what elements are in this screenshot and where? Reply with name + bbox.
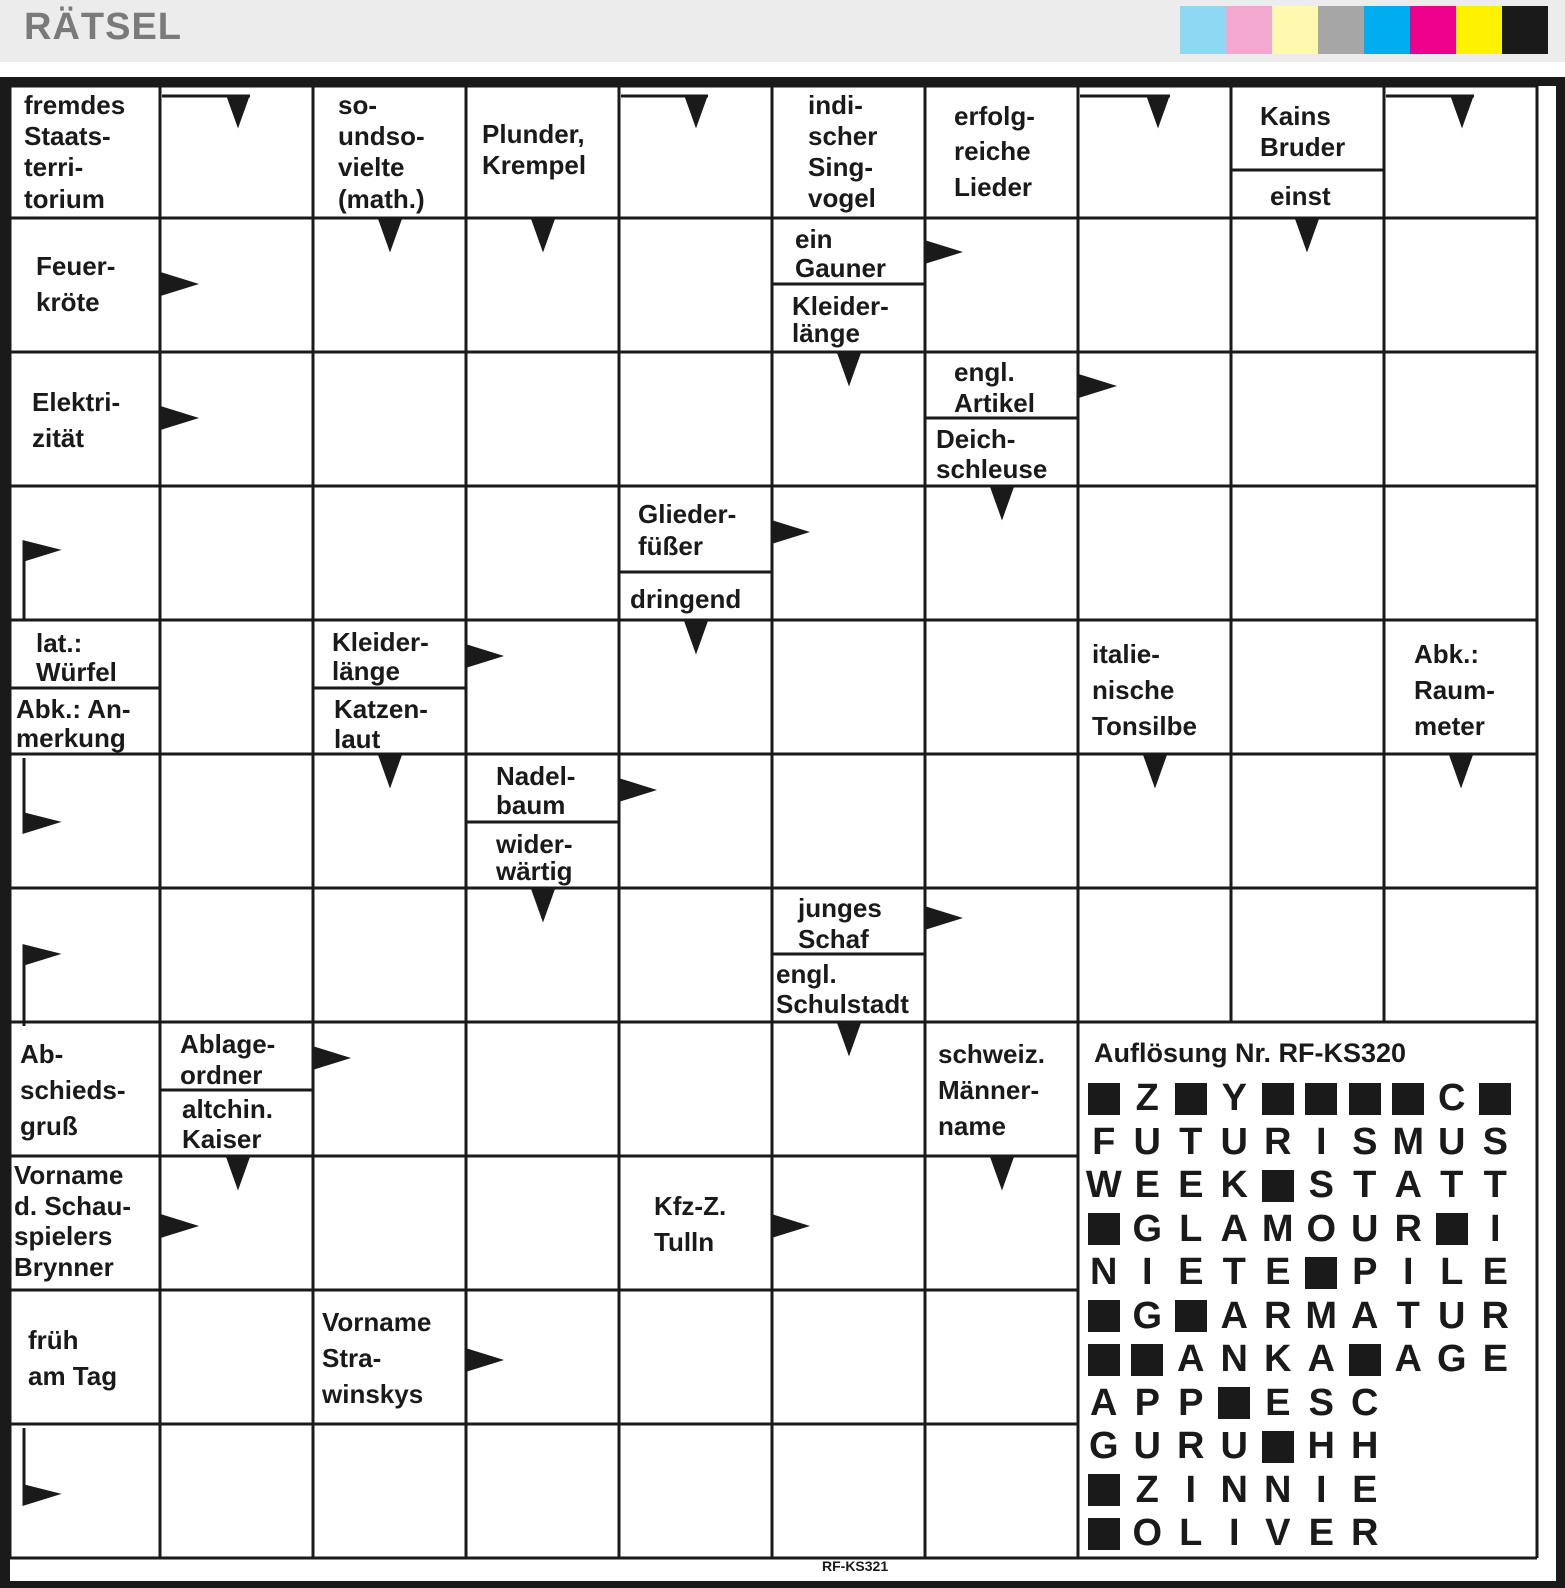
solution-letter: A [1220,1207,1248,1250]
solution-letter: E [1482,1251,1508,1294]
solution-panel [1082,1026,1532,1566]
solution-letter: M [1261,1207,1294,1250]
solution-letter: W [1085,1164,1122,1207]
solution-block [1343,1077,1387,1121]
clue-kains-bruder: Kains Bruder [1260,100,1346,162]
color-calibration-bar [1180,6,1548,54]
solution-letter: I [1141,1251,1153,1294]
solution-block [1300,1077,1344,1121]
solution-block [1082,1295,1126,1339]
color-swatch [1456,6,1502,54]
solution-block [1082,1077,1126,1121]
arrow-down-icon [839,354,859,382]
arrow-down-icon [1145,756,1165,784]
solution-letter: A [1307,1338,1335,1381]
arrow-down-icon [380,220,400,248]
solution-row [1082,1077,1532,1121]
solution-letter: T [1440,1164,1464,1207]
color-swatch [1364,6,1410,54]
clue-einst: einst [1270,181,1331,212]
solution-letter: U [1133,1425,1161,1468]
arrow-corner-down-icon [1386,96,1474,124]
solution-letter: E [1178,1164,1204,1207]
clue-schweiz-maennername: schweiz. Männer- name [938,1039,1045,1141]
solution-letter: T [1353,1164,1377,1207]
solution-letter: A [1220,1294,1248,1337]
arrow-corner-down-icon [621,96,708,124]
arrow-down-icon [1451,756,1471,784]
solution-letter: C [1351,1381,1379,1424]
solution-block [1430,1208,1474,1252]
solution-letter: A [1177,1338,1205,1381]
color-swatch [1226,6,1272,54]
arrow-right-icon [162,274,194,294]
solution-row [1082,1251,1532,1295]
clue-altchin-kaiser: altchin. Kaiser [182,1094,274,1154]
clue-kleiderlaenge-2: Kleider- länge [332,627,429,686]
arrow-right-icon [773,1216,805,1236]
solution-letter: A [1090,1381,1118,1424]
solution-letter: T [1483,1164,1507,1207]
arrow-down-icon [992,1158,1012,1186]
arrow-right-icon [162,1216,194,1236]
solution-letter: S [1352,1120,1378,1163]
solution-letter: G [1088,1425,1119,1468]
solution-letter: A [1394,1164,1422,1207]
solution-row [1082,1512,1532,1556]
solution-block [1387,1077,1431,1121]
solution-letter: G [1436,1338,1467,1381]
solution-letter: I [1489,1207,1501,1250]
solution-letter: P [1134,1381,1160,1424]
arrow-right-icon [314,1048,346,1068]
solution-block [1082,1512,1126,1556]
solution-row [1082,1295,1532,1339]
solution-letter: H [1351,1425,1379,1468]
solution-letter: L [1179,1207,1203,1250]
clue-fremdes-staatsterritorium: fremdes Staats- terri- torium [24,90,126,214]
clue-junges-schaf: junges Schaf [798,892,882,954]
solution-letter: E [1352,1468,1378,1511]
clue-abk-anmerkung: Abk.: An- merkung [16,694,131,753]
color-swatch [1410,6,1456,54]
puzzle-code: RF-KS321 [822,1558,889,1574]
clue-frueh-am-tag: früh am Tag [28,1325,118,1391]
solution-block [1256,1077,1300,1121]
arrow-corner-down-icon [162,96,250,124]
arrow-right-icon [162,408,194,428]
clue-abschiedsgruss: Ab- schieds- gruß [20,1039,126,1141]
solution-row [1082,1121,1532,1165]
solution-letter: M [1305,1294,1338,1337]
arrow-right-icon [467,646,499,666]
solution-letter: K [1264,1338,1292,1381]
clue-gliederfuesser: Glieder- füßer [638,498,737,561]
solution-letter: E [1308,1512,1334,1555]
solution-letter: U [1438,1294,1466,1337]
solution-letter: T [1396,1294,1420,1337]
clue-italienische-tonsilbe: italie- nische Tonsilbe [1092,639,1197,741]
arrow-right-icon [620,780,652,800]
clue-erfolgreiche-lieder: erfolg- reiche Lieder [954,101,1035,202]
solution-block [1169,1295,1213,1339]
solution-block [1213,1382,1257,1426]
color-swatch [1318,6,1364,54]
arrow-down-icon [992,488,1012,516]
arrow-corner-right-icon [24,758,56,832]
solution-letter: I [1402,1251,1414,1294]
solution-letter: R [1351,1512,1379,1555]
solution-letter: N [1264,1468,1292,1511]
solution-letter: U [1438,1120,1466,1163]
clue-engl-artikel: engl. Artikel [954,356,1035,418]
solution-letter: F [1092,1120,1116,1163]
solution-block [1256,1425,1300,1469]
solution-block [1256,1164,1300,1208]
solution-letter: R [1264,1294,1292,1337]
solution-title: Auflösung Nr. RF-KS320 [1094,1038,1407,1068]
solution-block [1300,1251,1344,1295]
clue-deichschleuse: Deich- schleuse [936,424,1048,484]
solution-letter: N [1220,1468,1248,1511]
solution-letter: T [1179,1120,1203,1163]
solution-letter: E [1178,1251,1204,1294]
solution-letter: R [1481,1294,1509,1337]
clue-ein-gauner: ein Gauner [795,223,887,283]
color-swatch [1502,6,1548,54]
clue-ablageordner: Ablage- ordner [180,1028,276,1090]
solution-letter: R [1394,1207,1422,1250]
clue-vorname-strawinskys: Vorname Stra- winskys [322,1307,432,1409]
solution-row [1082,1425,1532,1469]
solution-letter: P [1178,1381,1204,1424]
solution-letter: S [1482,1120,1508,1163]
solution-block [1169,1077,1213,1121]
clue-widerwaertig: wider- wärtig [496,828,573,886]
solution-letter: L [1179,1512,1203,1555]
solution-letter: C [1438,1077,1466,1120]
solution-letter: U [1220,1120,1248,1163]
clue-kleiderlaenge-1: Kleider- länge [792,290,889,348]
page-title: RÄTSEL [24,6,182,48]
clue-sooundsovielte: so- undso- vielte (math.) [338,90,425,214]
arrow-down-icon [380,756,400,784]
solution-letter: T [1222,1251,1246,1294]
solution-block [1082,1338,1126,1382]
solution-letter: I [1315,1120,1327,1163]
color-swatch [1180,6,1226,54]
arrow-right-icon [926,242,958,262]
clue-indischer-singvogel: indi- scher Sing- vogel [808,89,878,214]
arrow-down-icon [533,220,553,248]
solution-letter: H [1307,1425,1335,1468]
solution-letter: O [1306,1207,1337,1250]
solution-letter: Z [1135,1468,1159,1511]
solution-letter: E [1265,1381,1291,1424]
arrow-right-icon [926,908,958,928]
solution-letter: E [1265,1251,1291,1294]
arrow-down-icon [686,622,706,650]
solution-letter: S [1308,1381,1334,1424]
arrow-down-icon [228,1158,248,1186]
clue-katzenlaut: Katzen- laut [334,694,428,754]
solution-letter: M [1392,1120,1425,1163]
arrow-corner-right-icon [24,946,56,1026]
clue-engl-schulstadt: engl. Schulstadt [776,959,909,1019]
arrow-down-icon [533,890,553,918]
clue-kfz-tulln: Kfz-Z. Tulln [654,1191,727,1257]
solution-letter: P [1352,1251,1378,1294]
arrow-right-icon [467,1350,499,1370]
arrow-down-icon [1297,220,1317,248]
solution-letter: N [1090,1251,1118,1294]
solution-letter: G [1132,1207,1163,1250]
solution-letter: Y [1221,1077,1247,1120]
solution-rows [1082,1077,1532,1556]
arrow-corner-right-icon [24,542,56,620]
solution-letter: Z [1135,1077,1159,1120]
solution-letter: U [1351,1207,1379,1250]
crossword-grid [10,86,1556,1581]
clue-dringend: dringend [630,584,742,615]
page-header [0,0,1565,62]
color-swatch [1272,6,1318,54]
clue-lat-wuerfel: lat.: Würfel [36,628,117,687]
solution-letter: N [1220,1338,1248,1381]
clue-feuerkroete: Feuer- kröte [36,251,116,317]
solution-block [1343,1338,1387,1382]
solution-row [1082,1469,1532,1513]
solution-letter: R [1177,1425,1205,1468]
solution-block [1474,1077,1518,1121]
solution-letter: A [1394,1338,1422,1381]
solution-letter: L [1440,1251,1464,1294]
arrow-corner-right-icon [24,1428,56,1504]
solution-letter: R [1264,1120,1292,1163]
solution-letter: S [1308,1164,1334,1207]
arrow-right-icon [773,522,805,542]
solution-row [1082,1208,1532,1252]
arrow-right-icon [1080,376,1112,396]
solution-letter: V [1265,1512,1291,1555]
solution-letter: I [1228,1512,1240,1555]
clue-vorname-brynner: Vorname d. Schau- spielers Brynner [14,1160,132,1283]
solution-letter: G [1132,1294,1163,1337]
solution-letter: K [1220,1164,1248,1207]
solution-block [1082,1208,1126,1252]
solution-letter: U [1133,1120,1161,1163]
arrow-corner-down-icon [1080,96,1170,124]
solution-block [1126,1338,1170,1382]
solution-letter: E [1134,1164,1160,1207]
solution-block [1082,1469,1126,1513]
solution-letter: I [1185,1468,1197,1511]
arrow-down-icon [839,1024,859,1052]
solution-letter: I [1315,1468,1327,1511]
solution-row [1082,1382,1532,1426]
solution-row [1082,1164,1532,1208]
clue-nadelbaum: Nadel- baum [496,761,576,820]
clue-abk-raummeter: Abk.: Raum- meter [1414,639,1495,741]
solution-letter: U [1220,1425,1248,1468]
clue-elektrizitaet: Elektri- zität [32,387,121,453]
solution-row [1082,1338,1532,1382]
clue-plunder-krempel: Plunder, Krempel [482,118,587,180]
solution-letter: E [1482,1338,1508,1381]
solution-letter: O [1132,1512,1163,1555]
solution-letter: A [1351,1294,1379,1337]
